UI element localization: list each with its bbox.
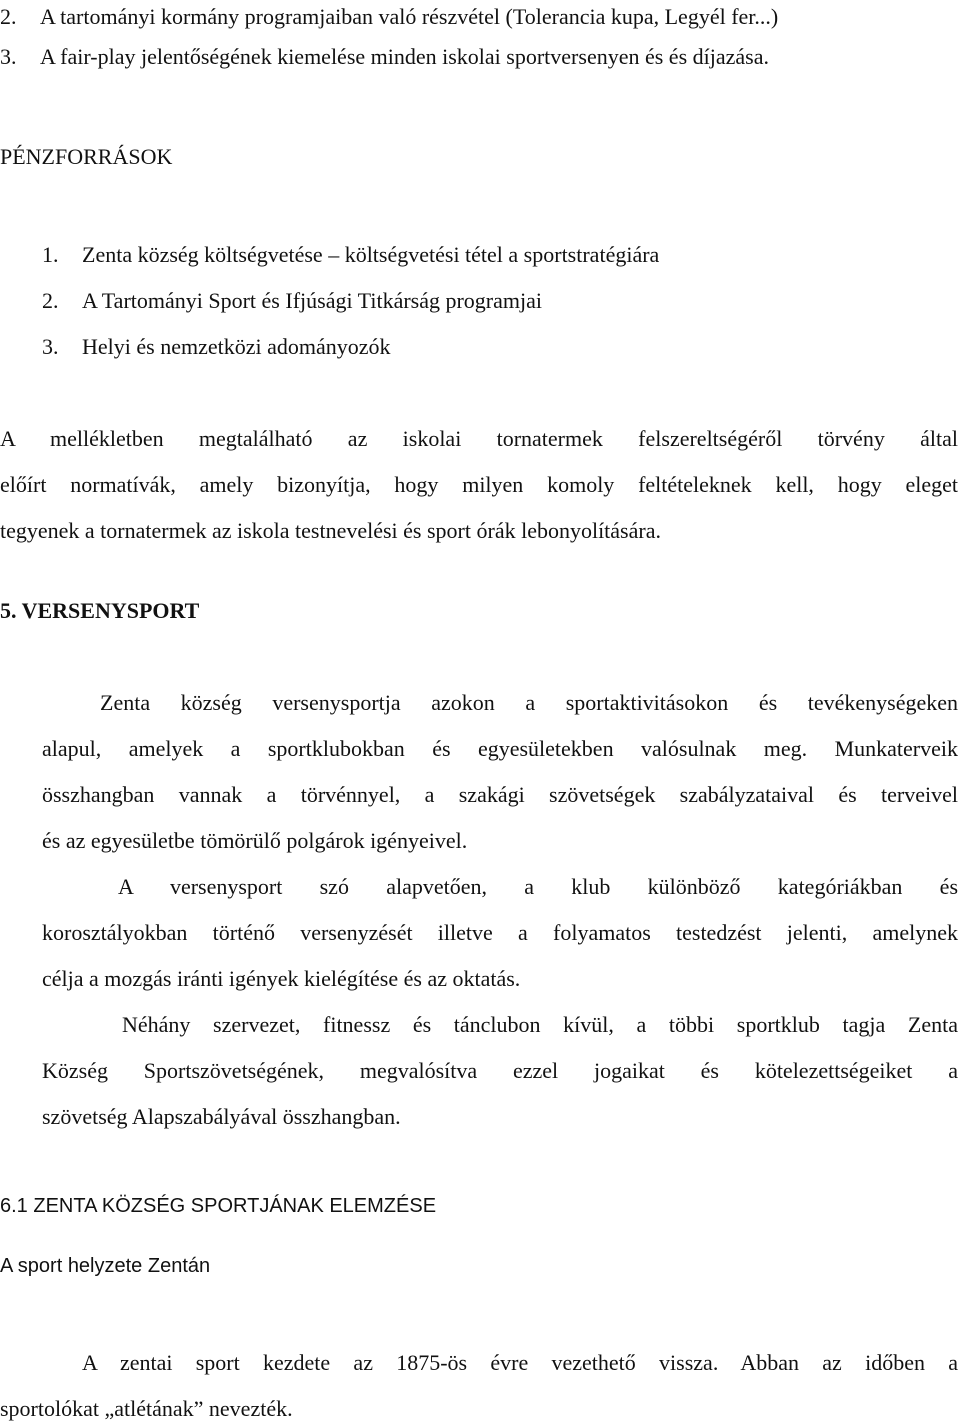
paragraph-line: Néhány szervezet, fitnessz és tánclubon kívül, a többi sportklub tagja Zenta [122,1012,958,1037]
list-text: A fair-play jelentőségének kiemelése minden iskolai sportversenyen és és díjazása. [40,44,769,69]
paragraph-line: összhangban vannak a törvénnyel, a szakági szövetségek szabályzataival és terveivel [42,782,958,807]
list-text: Zenta község költségvetése – költségvetési tétel a sportstratégiára [82,242,660,267]
paragraph-line: alapul, amelyek a sportklubokban és egyesületekben valósulnak meg. Munkaterveik [42,736,958,761]
section-heading: 5. VERSENYSPORT [0,598,200,623]
list-number: 2. [42,288,59,313]
list-text: A Tartományi Sport és Ifjúsági Titkárság programjai [82,288,543,313]
list-number: 3. [42,334,59,359]
funding-heading: PÉNZFORRÁSOK [0,144,173,169]
list-item [42,336,391,358]
paragraph-line: célja a mozgás iránti igények kielégítése és az oktatás. [42,966,521,991]
paragraph-line: sportolókat „atlétának” nevezték. [0,1396,293,1421]
paragraph-line: korosztályokban történő versenyzését illetve a folyamatos testedzést jelenti, amelynek [42,920,958,945]
list-number: 3. [0,44,17,69]
paragraph-line: A zentai sport kezdete az 1875-ös évre vezethető vissza. Abban az időben a [82,1350,958,1375]
list-item [42,244,659,266]
paragraph-line: szövetség Alapszabályával összhangban. [42,1104,401,1129]
list-number: 2. [0,4,17,29]
paragraph-line: Zenta község versenysportja azokon a sportaktivitásokon és tevékenységeken [100,690,958,715]
paragraph-line: A mellékletben megtalálható az iskolai tornatermek felszereltségéről törvény által [0,426,958,451]
paragraph-line: tegyenek a tornatermek az iskola testnevelési és sport órák lebonyolítására. [0,518,661,543]
list-item [0,46,769,68]
list-item [42,290,542,312]
paragraph-line: A versenysport szó alapvetően, a klub különböző kategóriákban és [118,874,958,899]
list-item [0,6,778,28]
paragraph-line: Község Sportszövetségének, megvalósítva ezzel jogaikat és kötelezettségeiket a [42,1058,958,1083]
paragraph-line: előírt normatívák, amely bizonyítja, hogy milyen komoly feltételeknek kell, hogy eleget [0,472,958,497]
subheading: A sport helyzete Zentán [0,1255,211,1277]
list-number: 1. [42,242,59,267]
section-heading: 6.1 ZENTA KÖZSÉG SPORTJÁNAK ELEMZÉSE [0,1195,437,1217]
paragraph-line: és az egyesületbe tömörülő polgárok igényeivel. [42,828,468,853]
list-text: Helyi és nemzetközi adományozók [82,334,391,359]
list-text: A tartományi kormány programjaiban való részvétel (Tolerancia kupa, Legyél fer...) [40,4,779,29]
